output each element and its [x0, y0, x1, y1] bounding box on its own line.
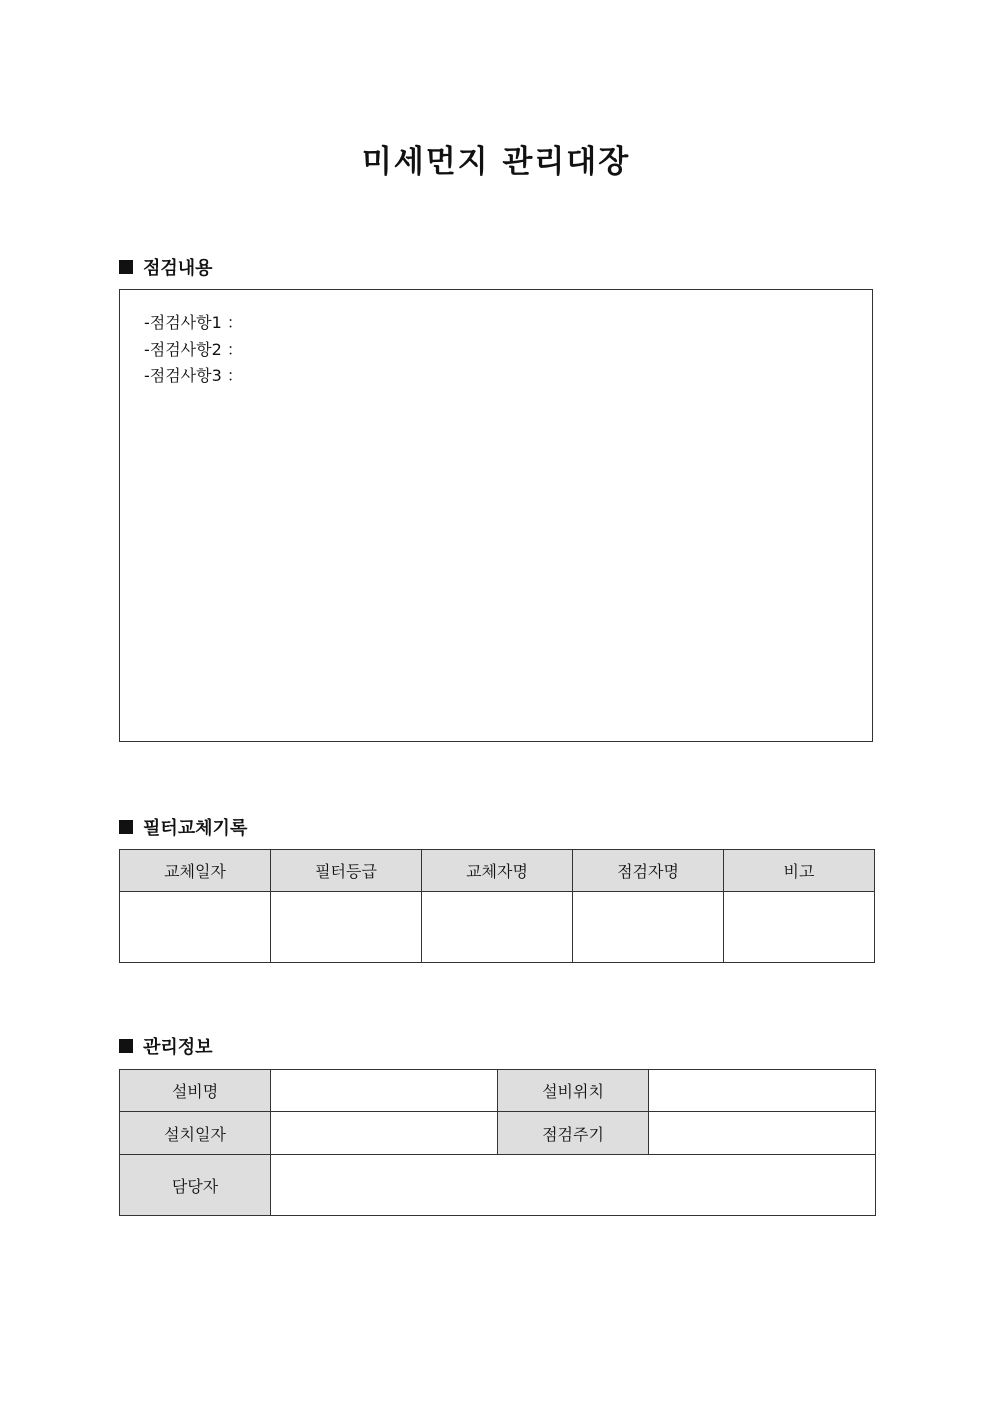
cell-filter-grade[interactable]	[271, 892, 422, 963]
equipment-name-label: 설비명	[120, 1070, 271, 1112]
inspection-item-3: -점검사항3 ：	[144, 366, 243, 385]
equipment-location-field[interactable]	[649, 1070, 876, 1112]
filter-header-row	[120, 850, 875, 892]
page-title: 미세먼지 관리대장	[361, 144, 631, 180]
inspection-content-box[interactable]	[119, 289, 873, 742]
equipment-location-label: 설비위치	[498, 1070, 649, 1112]
col-replacer-name: 교체자명	[422, 850, 573, 892]
col-replace-date: 교체일자	[120, 850, 271, 892]
inspection-item-1: -점검사항1 ：	[144, 313, 243, 332]
filter-heading-label: 필터교체기록	[143, 818, 248, 839]
col-remarks: 비고	[724, 850, 875, 892]
col-filter-grade: 필터등급	[271, 850, 422, 892]
inspection-item-2: -점검사항2 ：	[144, 339, 243, 359]
cell-replace-date[interactable]	[120, 892, 271, 963]
inspection-heading-label: 점검내용	[143, 258, 213, 279]
management-row-1	[120, 1070, 876, 1112]
install-date-field[interactable]	[271, 1112, 498, 1155]
cell-remarks[interactable]	[724, 892, 875, 963]
manager-field[interactable]	[271, 1155, 876, 1216]
manager-label: 담당자	[120, 1155, 271, 1216]
table-row	[120, 892, 875, 963]
filter-record-table	[119, 849, 875, 963]
square-bullet-icon	[119, 260, 133, 274]
col-inspector-name: 점검자명	[573, 850, 724, 892]
management-row-3	[120, 1155, 876, 1216]
cell-replacer-name[interactable]	[422, 892, 573, 963]
inspection-cycle-field[interactable]	[649, 1112, 876, 1155]
cell-inspector-name[interactable]	[573, 892, 724, 963]
management-heading-label: 관리정보	[143, 1037, 213, 1058]
square-bullet-icon	[119, 1039, 133, 1053]
management-heading	[119, 1033, 213, 1059]
management-info-table	[119, 1069, 876, 1216]
install-date-label: 설치일자	[120, 1112, 271, 1155]
equipment-name-field[interactable]	[271, 1070, 498, 1112]
filter-heading	[119, 814, 247, 840]
management-row-2	[120, 1112, 876, 1155]
inspection-cycle-label: 점검주기	[498, 1112, 649, 1155]
inspection-heading	[119, 254, 213, 280]
square-bullet-icon	[119, 820, 133, 834]
